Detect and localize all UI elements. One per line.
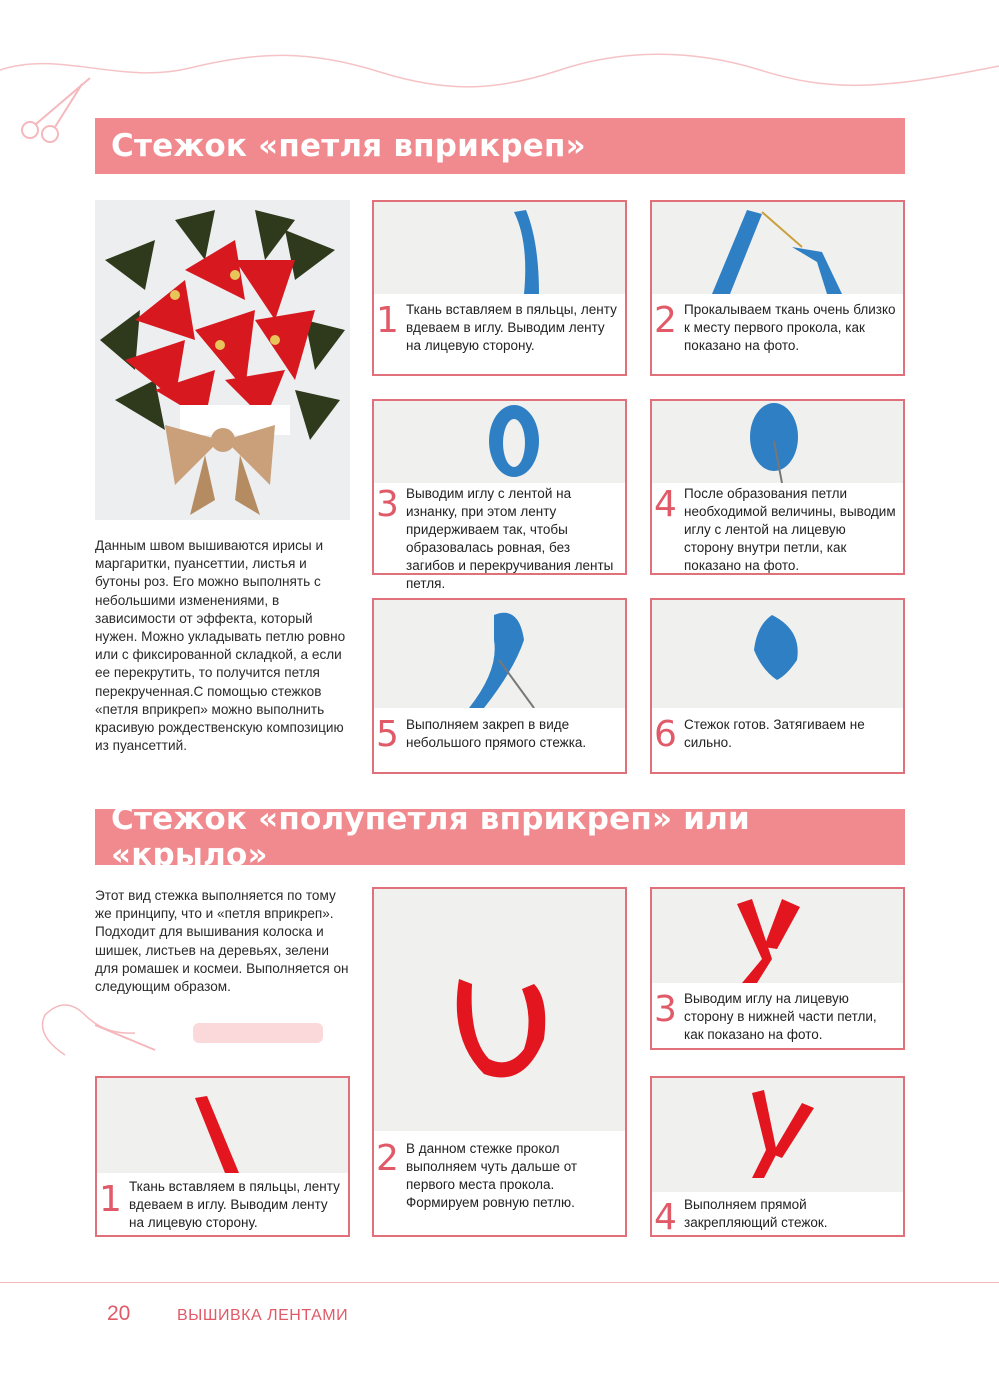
- step2-card-2: [372, 887, 627, 1237]
- step-4-text: После образования петли необходимой величины, выводим иглу с лентой на лицевую сторону внутри петли, как показано на фото.: [684, 486, 896, 573]
- section2-intro-text: Этот вид стежка выполняется по тому же принципу, что и «петля вприкреп». Подходит для вышивания колоска и шишек, листьев на деревьях, зелени для ромашек и космеи. Выполняется он следующим образом.: [95, 888, 349, 995]
- step-4-number: 4: [654, 484, 677, 525]
- poinsettia-bouquet-image: [95, 200, 350, 520]
- step-card-3: [372, 399, 627, 591]
- decorative-wave-line: [0, 40, 999, 100]
- book-title: ВЫШИВКА ЛЕНТАМИ: [177, 1307, 349, 1324]
- step-5-text: Выполняем закреп в виде небольшого прямого стежка.: [406, 717, 587, 750]
- section-title-half-loop-stitch: Стежок «полупетля вприкреп» или «крыло»: [95, 809, 905, 865]
- section-title-loop-stitch: Стежок «петля вприкреп»: [95, 118, 905, 174]
- step-card-5: [372, 598, 627, 774]
- step2-1-photo: [97, 1078, 348, 1173]
- step-2-photo: [652, 202, 903, 294]
- step2-3-photo: [652, 889, 903, 983]
- step2-1-text: Ткань вставляем в пяльцы, ленту вдеваем в иглу. Выводим ленту на лицевую сторону.: [129, 1179, 340, 1230]
- step-card-1: [372, 200, 627, 376]
- step2-card-3: [650, 887, 905, 1050]
- step2-2-text: В данном стежке прокол выполняем чуть дальше от первого места прокола. Формируем ровную петлю.: [406, 1141, 578, 1210]
- step-2-number: 2: [654, 300, 677, 341]
- step-6-number: 6: [654, 714, 677, 755]
- step-2-text: Прокалываем ткань очень близко к месту первого прокола, как показано на фото.: [684, 302, 896, 353]
- step2-4-text: Выполняем прямой закрепляющий стежок.: [684, 1197, 828, 1230]
- page-number: 20: [107, 1302, 131, 1325]
- step-1-text: Ткань вставляем в пяльцы, ленту вдеваем в иглу. Выводим ленту на лицевую сторону.: [406, 302, 617, 353]
- step-6-text: Стежок готов. Затягиваем не сильно.: [684, 717, 865, 750]
- step-card-6: [650, 598, 905, 774]
- step2-2-photo: [374, 889, 625, 1131]
- footer-divider: [0, 1282, 999, 1283]
- step-1-photo: [374, 202, 625, 294]
- step2-1-number: 1: [99, 1179, 122, 1220]
- step-5-number: 5: [376, 714, 399, 755]
- step2-3-text: Выводим иглу на лицевую сторону в нижней части петли, как показано на фото.: [684, 991, 877, 1042]
- scissors-icon: [12, 70, 97, 145]
- step2-card-4: [650, 1076, 905, 1237]
- step-3-number: 3: [376, 484, 399, 525]
- step-card-4: [650, 399, 905, 575]
- step-card-2: [650, 200, 905, 376]
- step2-4-photo: [652, 1078, 903, 1192]
- step2-2-number: 2: [376, 1138, 399, 1179]
- step2-4-number: 4: [654, 1197, 677, 1238]
- step-6-photo: [652, 600, 903, 708]
- section1-intro-text: Данным швом вышиваются ирисы и маргаритки, пуансеттии, листья и бутоны роз. Его можно выполнять с небольшими изменениями, в зависимости от эффекта, который нужен. Можно укладывать петлю ровно или с фиксированной складкой, а если ее перекрутить, то получится петля перекрученная.С помощью стежков «петля вприкреп» можно выполнить красивую рождественскую композицию из пуансеттий.: [95, 538, 346, 754]
- step-5-photo: [374, 600, 625, 708]
- step-3-photo: [374, 401, 625, 483]
- needle-thread-icon: [25, 995, 345, 1065]
- step-3-text: Выводим иглу с лентой на изнанку, при этом ленту придерживаем так, чтобы образовалась ровная, без загибов и перекручивания ленты петля.: [406, 486, 614, 591]
- step-1-number: 1: [376, 300, 399, 341]
- step2-card-1: [95, 1076, 350, 1237]
- step-4-photo: [652, 401, 903, 483]
- step2-3-number: 3: [654, 989, 677, 1030]
